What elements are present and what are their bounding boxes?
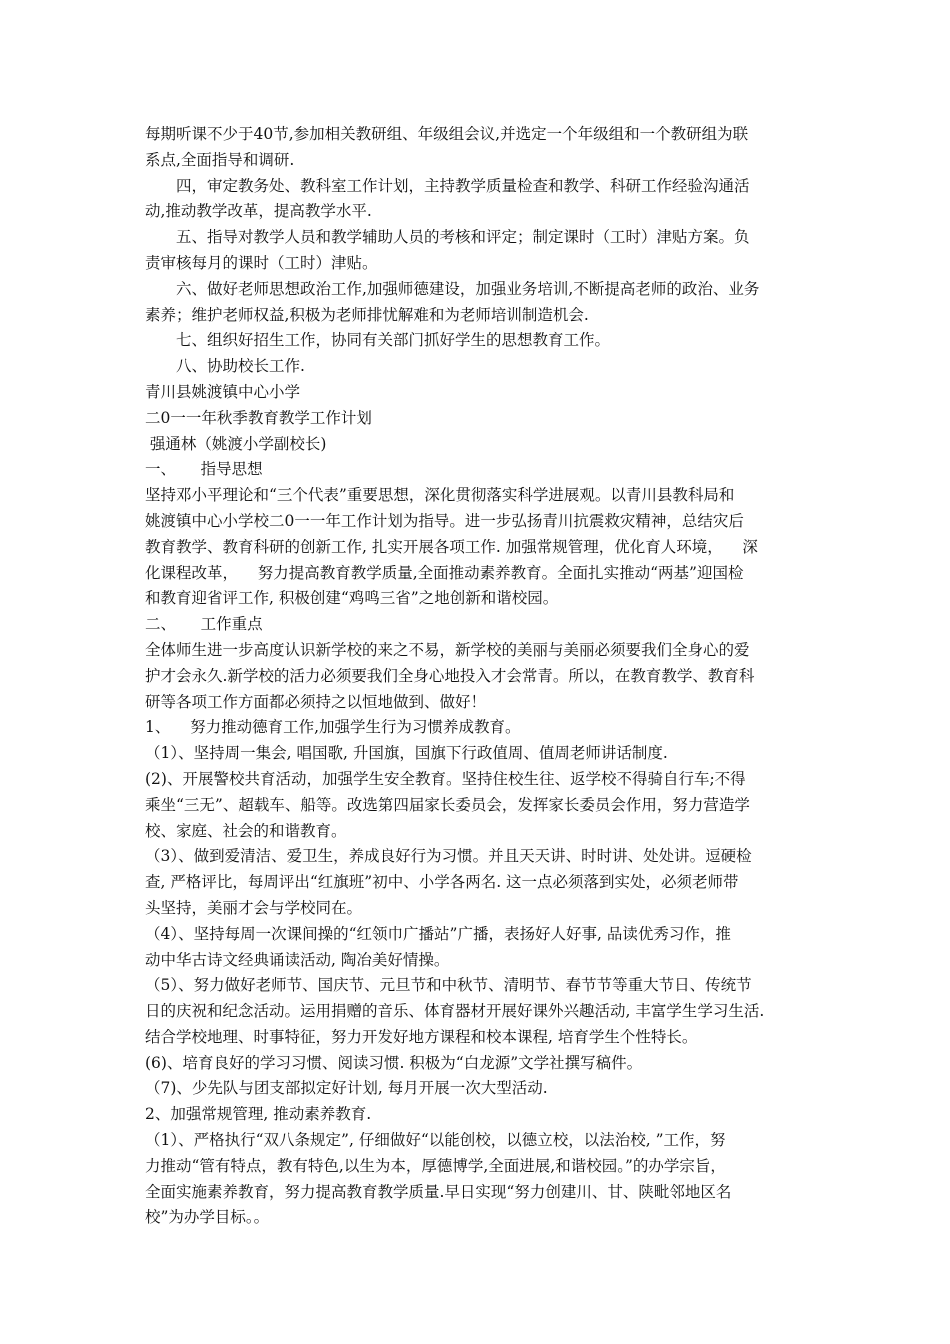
document-line: 强通林（姚渡小学副校长) [145,434,327,453]
document-line: 系点,全面指导和调研. [145,150,295,169]
document-line: 动,推动教学改革，提高教学水平. [145,202,372,221]
document-line: 素养；维护老师权益,积极为老师排忧解难和为老师培训制造机会. [145,305,589,324]
document-page [145,122,813,1231]
document-line: 化课程改革， 努力提高教育教学质量,全面推动素养教育。全面扎实推动“两基”迎国检 [145,563,744,582]
document-line: 责审核每月的课时（工时）津贴。 [145,253,378,272]
document-line: 每期听课不少于40节,参加相关教研组、年级组会议,并选定一个年级组和一个教研组为联 [145,125,749,143]
document-line: 和教育迎省评工作, 积极创建“鸡鸣三省”之地创新和谐校园。 [145,589,559,608]
document-line: （1）、坚持周一集会, 唱国歌, 升国旗，国旗下行政值周、值周老师讲话制度. [145,744,668,763]
document-line: 七、组织好招生工作，协同有关部门抓好学生的思想教育工作。 [176,331,611,350]
document-line: (6)、培育良好的学习习惯、阅读习惯. 积极为“白龙源”文学社撰写稿件。 [145,1053,643,1072]
document-line: 全体师生进一步高度认识新学校的来之不易，新学校的美丽与美丽必须要我们全身心的爱 [145,640,750,659]
document-line: 姚渡镇中心小学校二0一一年工作计划为指导。进一步弘扬青川抗震救灾精神，总结灾后 [145,511,744,530]
document-line: 日的庆祝和纪念活动。运用捐赠的音乐、体育器材开展好课外兴趣活动, 丰富学生学习生活. [145,1002,765,1021]
document-line: 六、做好老师思想政治工作,加强师德建设，加强业务培训,不断提高老师的政治、业务 [176,279,760,298]
document-line: 2、加强常规管理, 推动素养教育. [145,1105,372,1124]
document-line: 坚持邓小平理论和“三个代表”重要思想，深化贯彻落实科学进展观。以青川县教科局和 [145,486,735,505]
document-line: （5）、努力做好老师节、国庆节、元旦节和中秋节、清明节、春节节等重大节日、传统节 [145,976,752,995]
document-line: 动中华古诗文经典诵读活动, 陶冶美好情操。 [145,950,450,969]
document-line: （4）、坚持每周一次课间操的“红领巾广播站”广播，表扬好人好事, 品读优秀习作，推 [145,924,731,943]
document-line: 1、 努力推动德育工作,加强学生行为习惯养成教育。 [145,718,521,737]
document-line: （7)、少先队与团支部拟定好计划, 每月开展一次大型活动. [145,1079,548,1098]
document-line: 四，审定教务处、教科室工作计划，主持教学质量检查和教学、科研工作经验沟通活 [176,176,750,195]
document-line: 教育教学、教育科研的创新工作, 扎实开展各项工作. 加强常规管理，优化育人环境， 深 [145,537,758,556]
document-line: 全面实施素养教育，努力提高教育教学质量.早日实现“努力创建川、甘、陕毗邻地区名 [145,1182,732,1201]
document-line: 力推动“管有特点，教有特色,以生为本，厚德博学,全面进展,和谐校园。”的办学宗旨， [145,1156,726,1175]
document-line: 五、指导对教学人员和教学辅助人员的考核和评定；制定课时（工时）津贴方案。负 [176,228,750,247]
document-line: 乘坐“三无”、超载车、船等。改选第四届家长委员会，发挥家长委员会作用，努力营造学 [145,795,750,814]
document-line: （1）、严格执行“双八条规定”, 仔细做好“以能创校，以德立校，以法治校, ”工作，努 [145,1131,726,1150]
document-line: 研等各项工作方面都必须持之以恒地做到、做好！ [145,692,487,711]
document-line: (2)、开展警校共育活动，加强学生安全教育。坚持住校生往、返学校不得骑自行车;不得 [145,769,746,788]
document-line: 二、 工作重点 [145,615,263,634]
document-line: 结合学校地理、时事特征，努力开发好地方课程和校本课程, 培育学生个性特长。 [145,1027,698,1046]
document-line: 护才会永久.新学校的活力必须要我们全身心地投入才会常青。所以，在教育教学、教育科 [145,666,755,685]
document-line: 一、 指导思想 [145,460,263,479]
document-line: 二0一一年秋季教育教学工作计划 [145,408,372,427]
document-line: （3）、做到爱清洁、爱卫生，养成良好行为习惯。并且天天讲、时时讲、处处讲。逗硬检 [145,847,752,866]
document-line: 头坚持，美丽才会与学校同在。 [145,898,363,917]
document-line: 八、协助校长工作. [176,357,305,376]
document-line: 校”为办学目标。。 [145,1208,270,1227]
document-line: 查, 严格评比，每周评出“红旗班”初中、小学各两名. 这一点必须落到实处，必须老师带 [145,873,739,892]
document-line: 青川县姚渡镇中心小学 [145,382,301,401]
document-line: 校、家庭、社会的和谐教育。 [145,821,347,840]
